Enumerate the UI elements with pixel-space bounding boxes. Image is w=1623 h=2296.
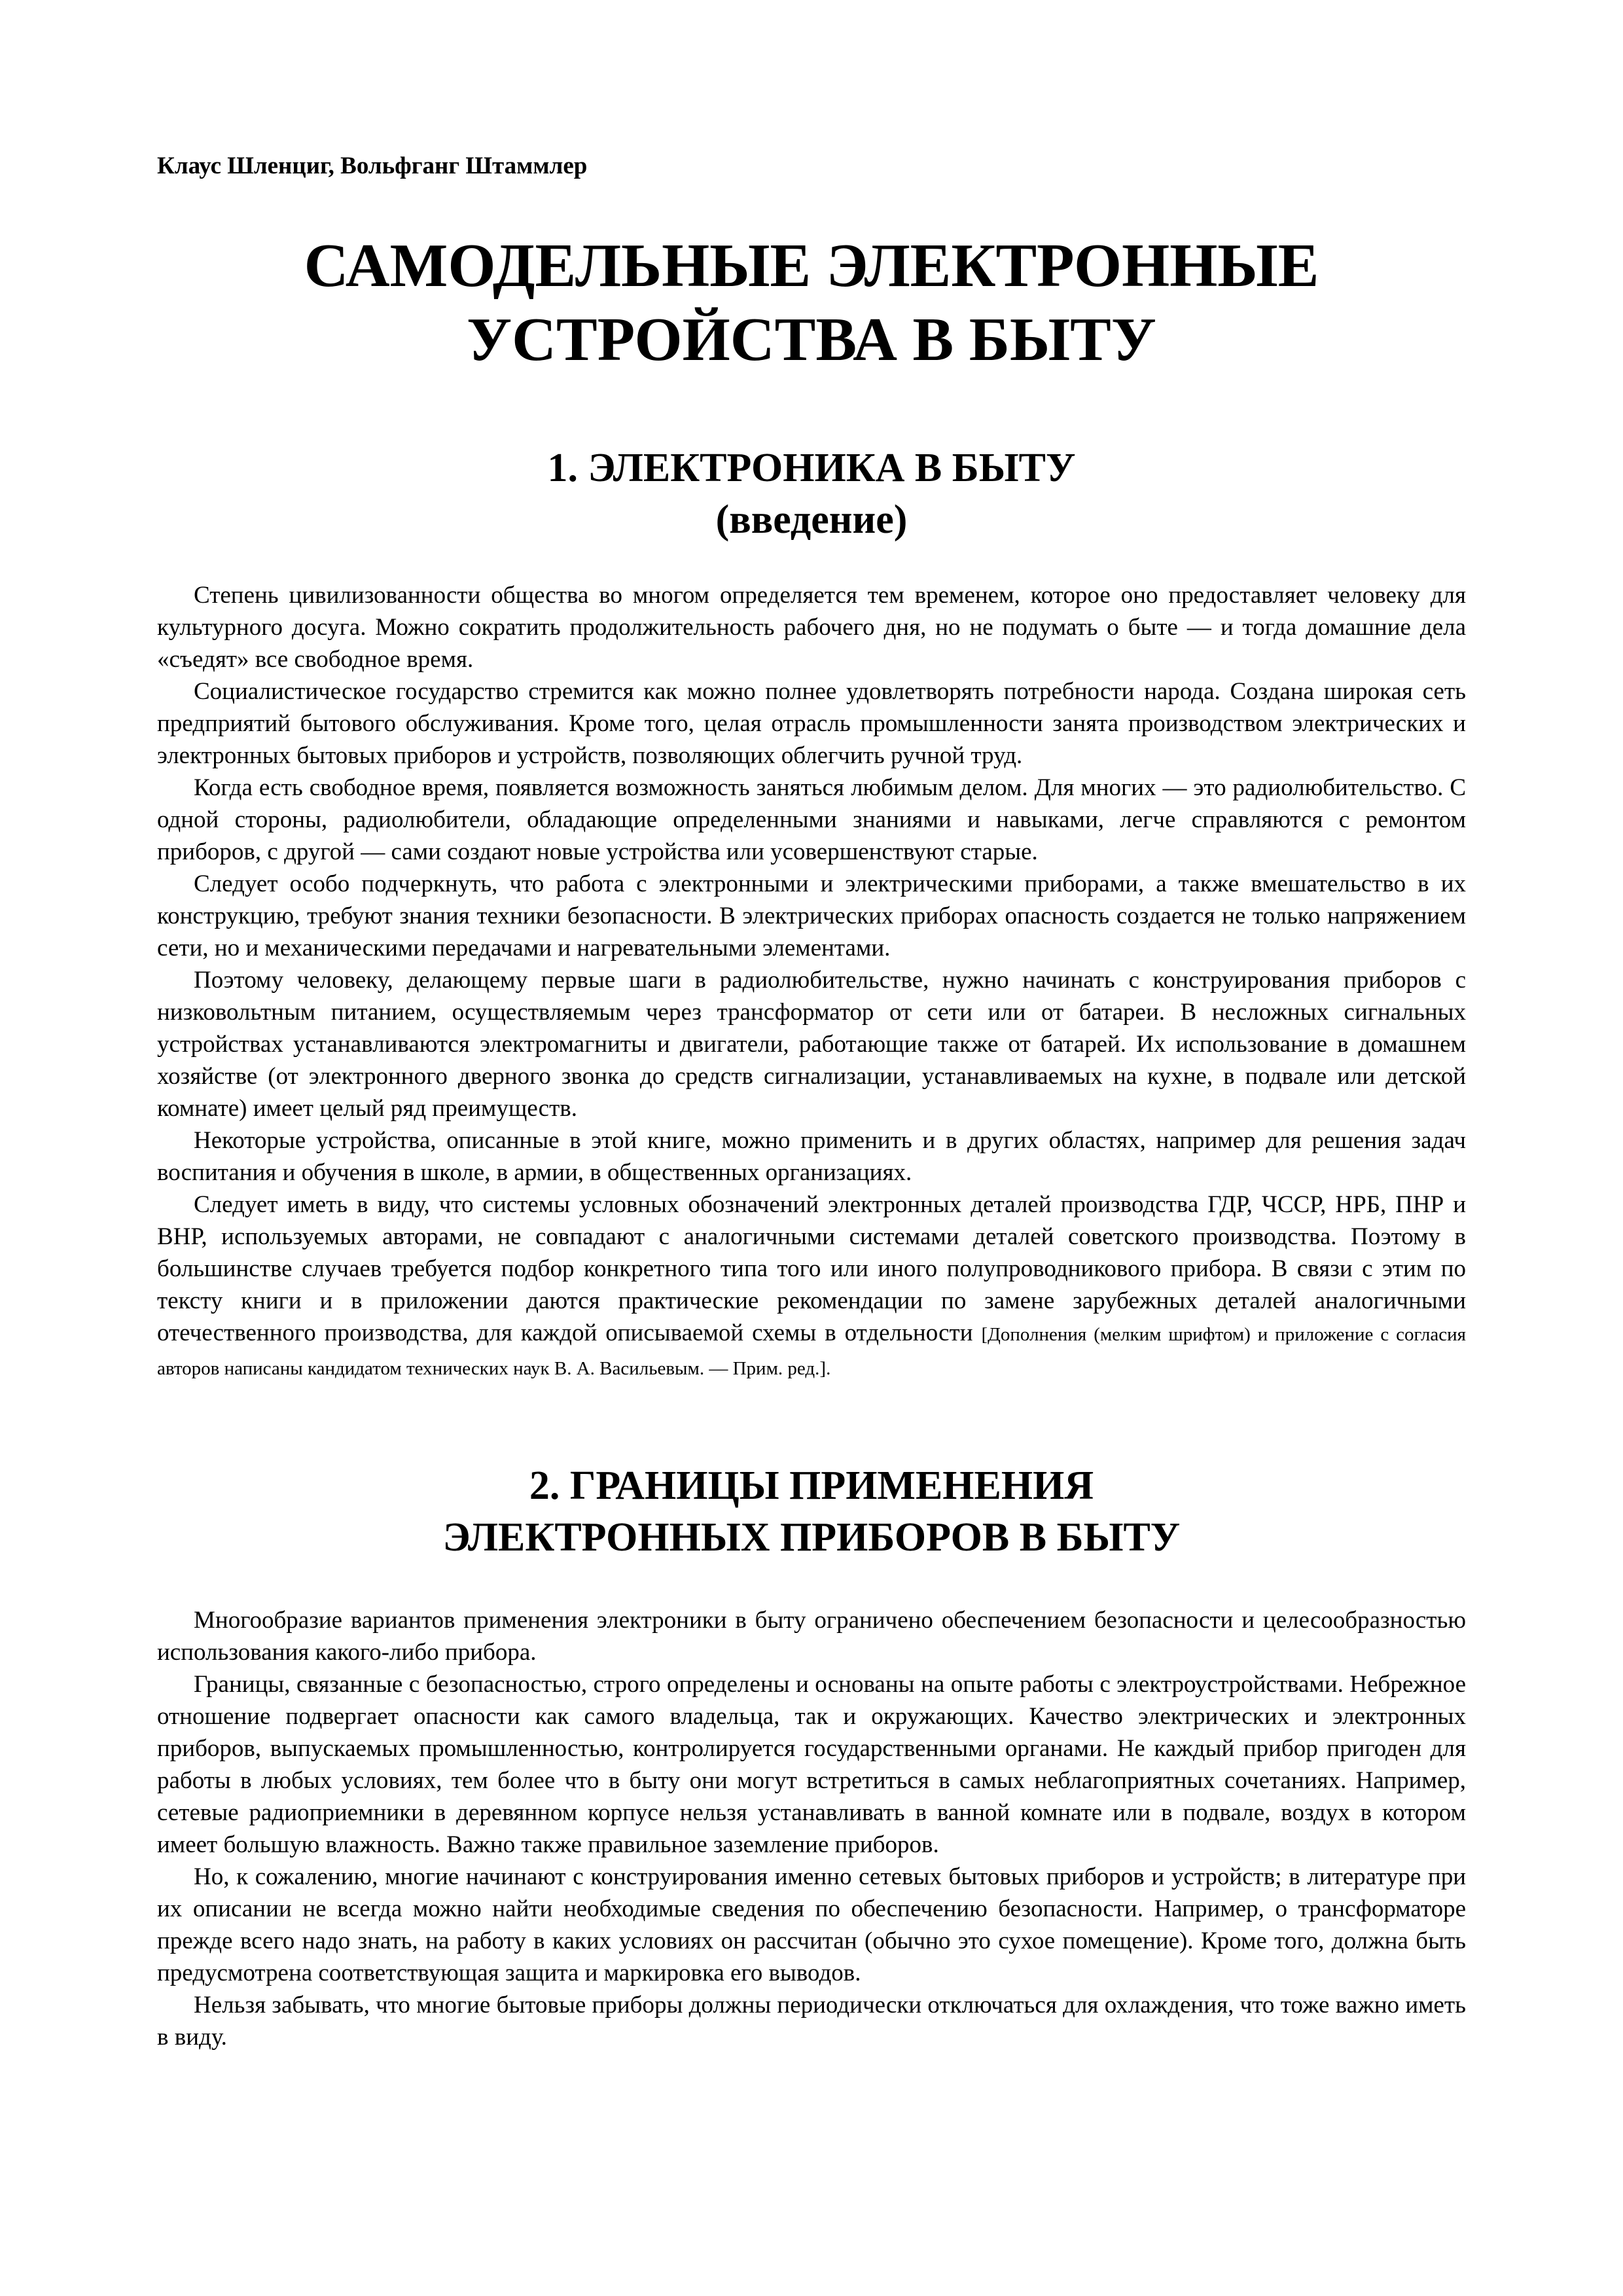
chapter-1-title-line-1: 1. ЭЛЕКТРОНИКА В БЫТУ [547,445,1076,490]
chapter-2-title-line-1: 2. ГРАНИЦЫ ПРИМЕНЕНИЯ [529,1463,1094,1508]
paragraph-with-note [157,1189,1466,1385]
chapter-1-title [157,442,1466,547]
paragraph: Но, к сожалению, многие начинают с конструирования именно сетевых бытовых приборов и устройств; в литературе при их описании не всегда можно найти необходимые сведения по обеспечению безопасности. Например, о трансформаторе прежде всего надо знать, на работу в каких условиях он рассчитан (обычно это сухое помещение). Кроме того, должна быть предусмотрена соответствующая защита и маркировка его выводов. [157,1863,1466,1987]
paragraph: Когда есть свободное время, появляется возможность заняться любимым делом. Для многих — это радиолюбительство. С одной стороны, радиолюбители, обладающие определенными знаниями и навыками, легче справляются с ремонтом приборов, с другой — сами создают новые устройства или усовершенствуют старые. [157,774,1466,865]
chapter-1-title-line-2: (введение) [715,497,908,543]
paragraph: Поэтому человеку, делающему первые шаги в радиолюбительстве, нужно начинать с конструирования приборов с низковольтным питанием, осуществляемым через трансформатор от сети или от батареи. В несложных сигнальных устройствах устанавливаются электромагниты и двигатели, работающие также от батарей. Их использование в домашнем хозяйстве (от электронного дверного звонка до средств сигнализации, устанавливаемых на кухне, в подвале или детской комнате) имеет целый ряд преимуществ. [157,966,1466,1122]
chapter-1-body [157,579,1466,1385]
paragraph: Многообразие вариантов применения электроники в быту ограничено обеспечением безопасности и целесообразностью использования какого-либо прибора. [157,1607,1466,1666]
chapter-2-body [157,1604,1466,2053]
author-line: Клаус Шленциг, Вольфганг Штаммлер [157,152,588,179]
book-title-line-2: УСТРОЙСТВА В БЫТУ [467,306,1156,374]
document-page [157,152,1466,2053]
chapter-2-title-line-2: ЭЛЕКТРОННЫХ ПРИБОРОВ В БЫТУ [442,1515,1181,1560]
book-title [157,229,1466,377]
editor-note: [Дополнения (мелким шрифтом) и приложение с согласия авторов написаны кандидатом технических наук В. А. Васильевым. — Прим. ред.]. [157,1323,1466,1379]
paragraph: Границы, связанные с безопасностью, строго определены и основаны на опыте работы с электроустройствами. Небрежное отношение подвергает опасности как самого владельца, так и окружающих. Качество электрических и электронных приборов, выпускаемых промышленностью, контролируется государственными органами. Не каждый прибор пригоден для работы в любых условиях, тем более что в быту они могут встретиться в самых неблагоприятных сочетаниях. Например, сетевые радиоприемники в деревянном корпусе нельзя устанавливать в ванной комнате или в подвале, воздух в котором имеет большую влажность. Важно также правильное заземление приборов. [157,1671,1466,1859]
paragraph: Некоторые устройства, описанные в этой книге, можно применить и в других областях, например для решения задач воспитания и обучения в школе, в армии, в общественных организациях. [157,1126,1466,1186]
paragraph-text: Следует иметь в виду, что системы условных обозначений электронных деталей производства ГДР, ЧССР, НРБ, ПНР и ВНР, используемых авторами, не совпадают с аналогичными системами деталей советского производства. Поэтому в большинстве случаев требуется подбор конкретного типа того или иного полупроводникового прибора. В связи с этим по тексту книги и в приложении даются практические рекомендации по замене зарубежных деталей аналогичными отечественного производства, для каждой описываемой схемы в отдельности [157,1191,1466,1346]
chapter-2-title [157,1460,1466,1564]
paragraph: Социалистическое государство стремится как можно полнее удовлетворять потребности народа. Создана широкая сеть предприятий бытового обслуживания. Кроме того, целая отрасль промышленности занята производством электрических и электронных бытовых приборов и устройств, позволяющих облегчить ручной труд. [157,677,1466,769]
book-title-line-1: САМОДЕЛЬНЫЕ ЭЛЕКТРОННЫЕ [304,232,1319,300]
paragraph: Нельзя забывать, что многие бытовые приборы должны периодически отключаться для охлаждения, что тоже важно иметь в виду. [157,1992,1466,2051]
paragraph: Следует особо подчеркнуть, что работа с электронными и электрическими приборами, а также вмешательство в их конструкцию, требуют знания техники безопасности. В электрических приборах опасность создается не только напряжением сети, но и механическими передачами и нагревательными элементами. [157,870,1466,961]
paragraph: Степень цивилизованности общества во многом определяется тем временем, которое оно предоставляет человеку для культурного досуга. Можно сократить продолжительность рабочего дня, но не подумать о быте — и тогда домашние дела «съедят» все свободное время. [157,581,1466,673]
